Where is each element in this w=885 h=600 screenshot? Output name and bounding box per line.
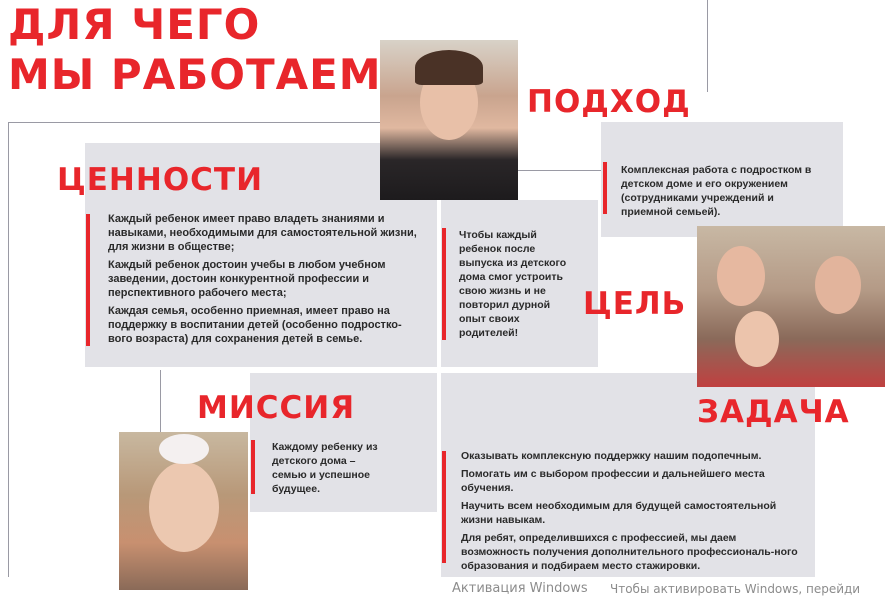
accent-bar [442, 228, 446, 340]
task-item: Помогать им с выбором профессии и дальнейшего места обучения. [461, 468, 765, 494]
accent-bar [603, 162, 607, 214]
accent-bar [251, 440, 255, 494]
task-item: Для ребят, определившихся с профессией, мы даем возможность получения дополнительного профессиональ-ного образования и подбираем место стажировки. [461, 532, 798, 572]
values-item: Каждый ребенок имеет право владеть знаниями и навыками, необходимыми для самостоятельной жизни, для жизни в обществе; [108, 213, 417, 253]
watermark-title: Активация Windows [452, 581, 588, 596]
goal-heading: ЦЕЛЬ [583, 286, 687, 322]
title-line-1: ДЛЯ ЧЕГО [8, 0, 261, 49]
mission-text: Каждому ребенку из детского дома – семью и успешное будущее. [272, 441, 378, 495]
mission-heading: МИССИЯ [197, 390, 356, 426]
photo-children [697, 226, 885, 387]
approach-heading: ПОДХОД [527, 84, 691, 120]
title-line-2: МЫ РАБОТАЕМ [8, 50, 382, 99]
photo-teen-girl [380, 40, 518, 200]
task-text [461, 449, 801, 577]
accent-bar [86, 214, 90, 346]
watermark-subtitle: Чтобы активировать Windows, перейди [610, 582, 861, 596]
task-item: Научить всем необходимым для будущей самостоятельной жизни навыкам. [461, 500, 777, 526]
page-title [8, 0, 382, 100]
goal-text: Чтобы каждый ребенок после выпуска из детского дома смог устроить свою жизнь и не повторил дурной опыт своих родителей! [459, 229, 567, 339]
approach-text: Комплексная работа с подростком в детском доме и его окружением (сотрудниками учреждений и приемной семьей). [621, 164, 812, 218]
task-item: Оказывать комплексную поддержку нашим подопечным. [461, 450, 762, 462]
values-item: Каждый ребенок достоин учебы в любом учебном заведении, достоин конкурентной профессии и перспективного рабочего места; [108, 259, 386, 299]
values-item: Каждая семья, особенно приемная, имеет право на поддержку в воспитании детей (особенно подростко-вого возраста) для сохранения детей в семье. [108, 305, 402, 345]
values-text [108, 212, 418, 350]
photo-little-girl [119, 432, 248, 590]
accent-bar [442, 451, 446, 563]
values-heading: ЦЕННОСТИ [57, 162, 264, 198]
task-heading: ЗАДАЧА [697, 394, 850, 430]
